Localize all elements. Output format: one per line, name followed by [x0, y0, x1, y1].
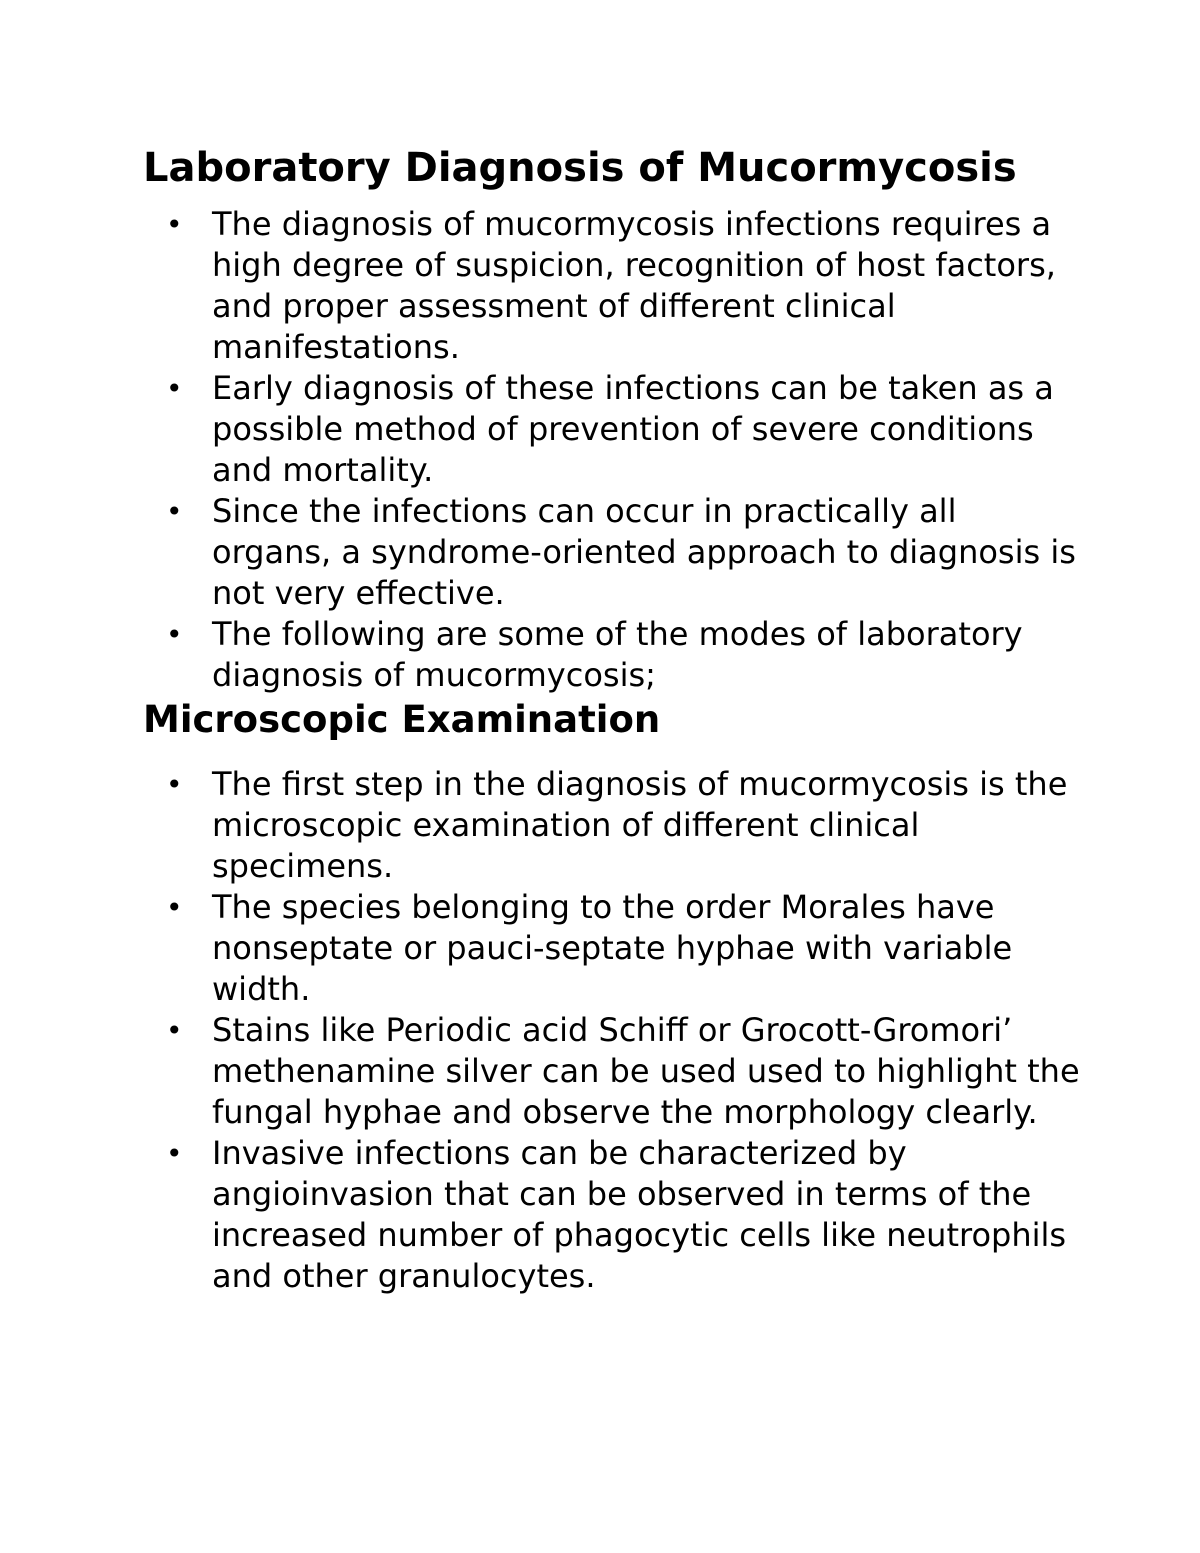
bullet-icon: • [166, 1014, 183, 1047]
list-item-text: Early diagnosis of these infections can be taken as a possible method of prevention of severe conditions and mortality. [212, 369, 1054, 489]
list-item [143, 368, 1083, 491]
bullet-icon: • [166, 208, 183, 241]
list-item [143, 491, 1083, 614]
bullet-icon: • [166, 372, 183, 405]
document-page [143, 142, 1083, 1297]
section-bullet-list [143, 764, 1083, 1297]
bullet-icon: • [166, 891, 183, 924]
list-item-text: The following are some of the modes of laboratory diagnosis of mucormycosis; [212, 615, 1023, 694]
bullet-icon: • [166, 768, 183, 801]
bullet-icon: • [166, 618, 183, 651]
list-item-text: Stains like Periodic acid Schiff or Grocott-Gromori’ methenamine silver can be used used to highlight the fungal hyphae and observe the morphology clearly. [212, 1011, 1080, 1131]
section-heading: Microscopic Examination [143, 698, 661, 741]
bullet-icon: • [166, 495, 183, 528]
list-item-text: The diagnosis of mucormycosis infections requires a high degree of suspicion, recognition of host factors, and proper assessment of different clinical manifestations. [212, 205, 1056, 366]
list-item [143, 1133, 1083, 1297]
list-item [143, 204, 1083, 368]
bullet-icon: • [166, 1137, 183, 1170]
list-item-text: The first step in the diagnosis of mucormycosis is the microscopic examination of different clinical specimens. [212, 765, 1068, 885]
list-item-text: Invasive infections can be characterized by angioinvasion that can be observed in terms of the increased number of phagocytic cells like neutrophils and other granulocytes. [212, 1134, 1067, 1295]
list-item [143, 887, 1083, 1010]
list-item [143, 614, 1083, 696]
list-item-text: The species belonging to the order Morales have nonseptate or pauci-septate hyphae with variable width. [212, 888, 1013, 1008]
list-item-text: Since the infections can occur in practically all organs, a syndrome-oriented approach to diagnosis is not very effective. [212, 492, 1076, 612]
document-title: Laboratory Diagnosis of Mucormycosis [143, 145, 1017, 191]
list-item [143, 1010, 1083, 1133]
list-item [143, 764, 1083, 887]
intro-bullet-list [143, 204, 1083, 696]
